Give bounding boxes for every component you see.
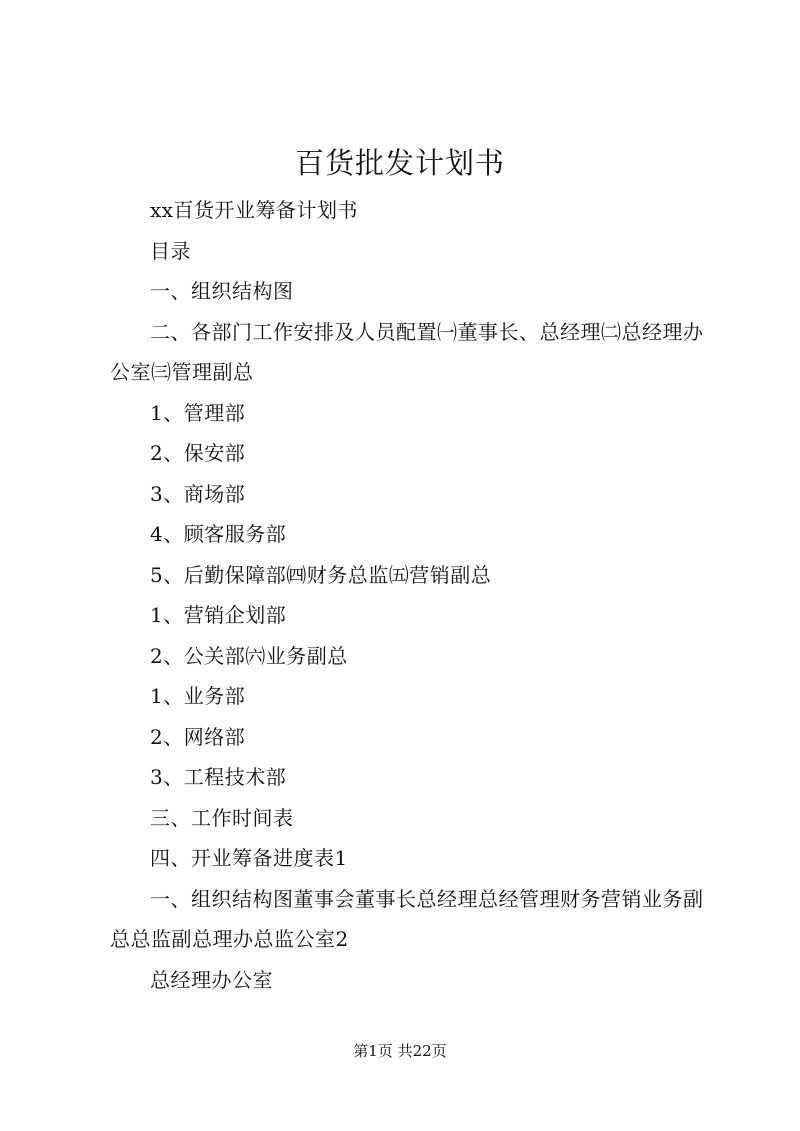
paragraph-security-dept: 2、保安部 [150,441,246,465]
paragraph-org-chart: 一、组织结构图 [150,279,294,303]
paragraph-network-dept: 2、网络部 [150,724,246,749]
paragraph-customer-service-dept: 4、顾客服务部 [150,522,287,546]
paragraph-opening-progress: 四、开业筹备进度表1 [150,846,348,870]
paragraph-department-arrangement: 二、各部门工作安排及人员配置㈠董事长、总经理㈡总经理办公室㈢管理副总 [110,319,704,384]
paragraph-work-schedule: 三、工作时间表 [150,805,294,830]
paragraph-business-dept: 1、业务部 [150,684,246,708]
paragraph-plan-subtitle: xx百货开业筹备计划书 [150,198,359,222]
paragraph-engineering-dept: 3、工程技术部 [150,765,287,789]
paragraph-marketing-dept: 1、营销企划部 [150,603,287,627]
paragraph-management-dept: 1、管理部 [150,400,246,425]
paragraph-public-relations-dept: 2、公关部㈥业务副总 [150,643,348,668]
paragraph-logistics-dept: 5、后勤保障部㈣财务总监㈤营销副总 [150,562,492,587]
paragraph-org-chart-detail: 一、组织结构图董事会董事长总经理总经管理财务营销业务副总总监副总理办总监公室2 [110,886,704,951]
paragraph-contents-heading: 目录 [150,238,191,263]
paragraph-gm-office: 总经理办公室 [150,967,273,992]
document-body [110,190,705,1000]
paragraph-mall-dept: 3、商场部 [150,481,246,506]
document-title: 百货批发计划书 [294,146,505,180]
page-number-footer: 第1页 共22页 [353,1042,447,1060]
